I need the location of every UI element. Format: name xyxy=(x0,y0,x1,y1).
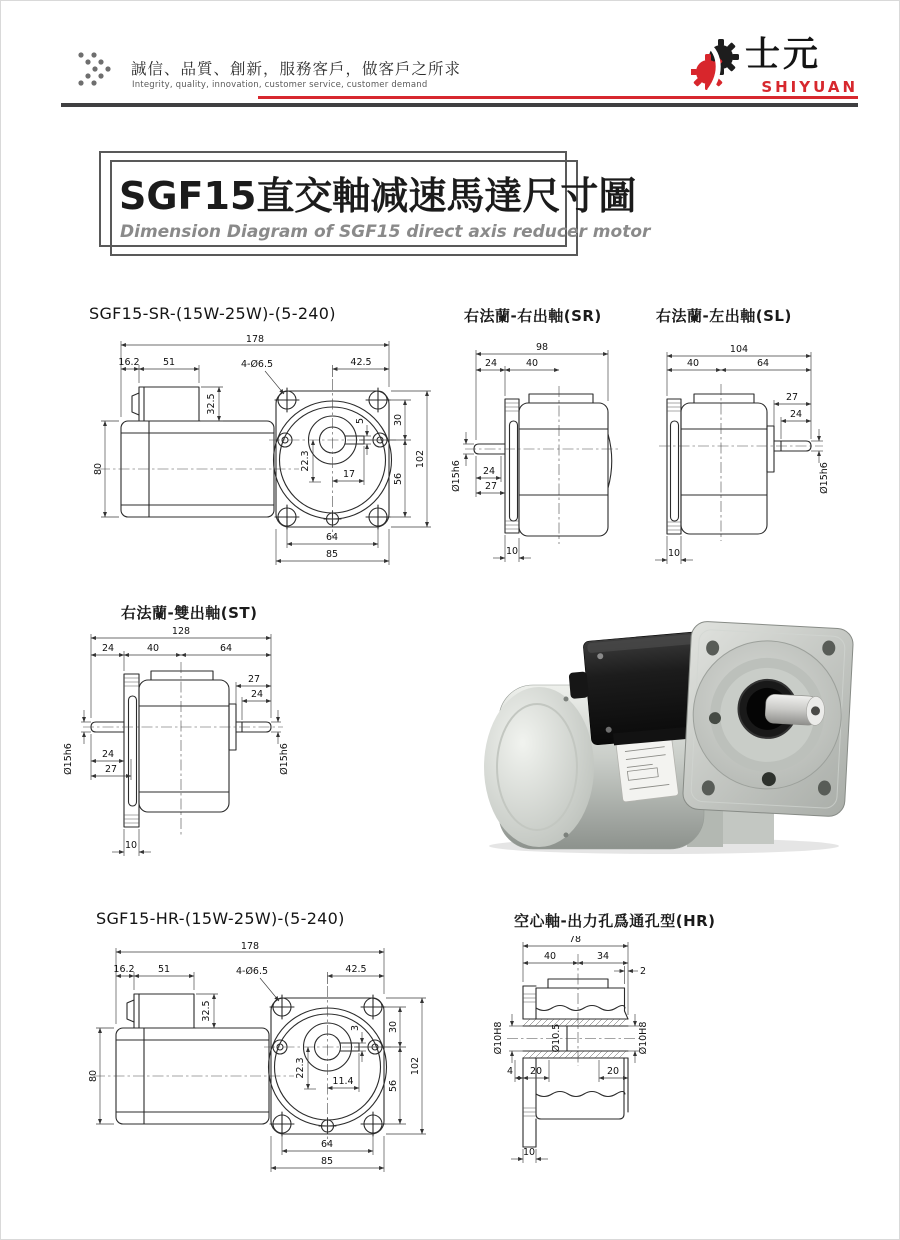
dim-b-label: 34 xyxy=(596,951,610,962)
gearbox-flange xyxy=(682,621,854,817)
dim-body-label: 80 xyxy=(93,462,104,476)
dim-total-label: 128 xyxy=(171,626,191,637)
dimensions xyxy=(88,941,426,1172)
dim-total-label: 178 xyxy=(245,334,265,345)
drawing-label-st-side: 右法蘭-雙出軸(ST) xyxy=(121,604,258,622)
dim-top-label: 30 xyxy=(388,1020,399,1034)
dim-total-label: 98 xyxy=(535,342,549,353)
dim-c-label: 24 xyxy=(482,466,496,477)
header-slogan-zh: 誠信、品質、創新，服務客戶，做客戶之所求 xyxy=(131,60,462,78)
dim-bore-m-label: Ø10.5 xyxy=(551,1023,562,1053)
dim-box-offset-label: 16.2 xyxy=(118,357,140,368)
gearbox-side-view xyxy=(659,384,823,541)
motor-side-view xyxy=(94,994,294,1124)
dim-height-label: 102 xyxy=(410,1056,421,1076)
dim-holes-label: 4-Ø6.5 xyxy=(240,359,274,370)
dim-e-label: 20 xyxy=(529,1066,543,1077)
dim-box-len-label: 51 xyxy=(162,357,176,368)
drawing-label-hr-section: 空心軸-出力孔爲通孔型(HR) xyxy=(514,912,716,930)
dim-key-w-label: 5 xyxy=(355,417,366,425)
dim-c-label: 64 xyxy=(219,643,233,654)
chevron-dots-icon xyxy=(77,51,123,91)
output-shaft xyxy=(765,694,825,726)
dimensions xyxy=(493,936,649,1163)
dim-body-label: 80 xyxy=(88,1069,99,1083)
dim-bore-r-label: Ø10H8 xyxy=(638,1021,649,1055)
dim-width-label: 85 xyxy=(325,549,339,560)
nameplate xyxy=(616,736,679,802)
drawing-label-sr-main: SGF15-SR-(15W-25W)-(5-240) xyxy=(89,304,336,323)
dim-f-label: 24 xyxy=(101,749,115,760)
dim-g-label: 27 xyxy=(104,764,118,775)
hr-main-drawing xyxy=(76,936,436,1198)
sr-main-drawing xyxy=(81,329,441,591)
dim-bore-l-label: Ø10H8 xyxy=(493,1021,504,1055)
dim-e-label: 24 xyxy=(250,689,264,700)
dimensions xyxy=(63,626,290,856)
dim-half-label: 42.5 xyxy=(345,964,367,975)
st-side-drawing xyxy=(61,624,366,879)
gear-logo-icon xyxy=(691,37,741,93)
dim-d-label: 27 xyxy=(247,674,261,685)
dim-bolt-w-label: 64 xyxy=(325,532,339,543)
hr-section-drawing xyxy=(491,936,781,1191)
dim-height-label: 102 xyxy=(415,449,426,469)
logo-subtext: SHIYUAN xyxy=(761,78,858,96)
dim-a-label: 40 xyxy=(543,951,557,962)
dimensions xyxy=(93,334,431,565)
dim-total-label: 178 xyxy=(240,941,260,952)
dim-box-len-label: 51 xyxy=(157,964,171,975)
dim-key-w-label: 3 xyxy=(350,1024,361,1032)
flange-front-view xyxy=(269,379,396,537)
drawing-label-sr-side: 右法蘭-右出軸(SR) xyxy=(464,307,602,325)
flange-front-view xyxy=(264,986,391,1144)
dim-box-h-label: 32.5 xyxy=(206,393,217,415)
gearbox-side-view xyxy=(465,386,621,544)
dim-plate-label: 10 xyxy=(505,546,519,557)
dim-off-label: 22.3 xyxy=(300,450,311,472)
dim-d-label: 24 xyxy=(789,409,803,420)
dim-shaft-label: Ø15h6 xyxy=(451,460,462,492)
dim-off-label: 22.3 xyxy=(295,1057,306,1079)
gearbox-section-view xyxy=(507,954,643,1147)
dim-top-label: 30 xyxy=(393,413,404,427)
product-photo xyxy=(469,599,854,854)
dim-f-label: 20 xyxy=(606,1066,620,1077)
dim-d-label: 27 xyxy=(484,481,498,492)
header-divider-red xyxy=(258,96,858,99)
dim-plate-label: 10 xyxy=(667,548,681,559)
dim-a-label: 24 xyxy=(101,643,115,654)
dim-key-l-label: 17 xyxy=(342,469,356,480)
dim-total-label: 78 xyxy=(568,936,582,945)
dim-plate-label: 10 xyxy=(124,840,138,851)
motor-side-view xyxy=(99,387,299,517)
drawing-label-hr-main: SGF15-HR-(15W-25W)-(5-240) xyxy=(96,909,345,928)
dim-b-label: 64 xyxy=(756,358,770,369)
sr-side-drawing xyxy=(451,326,651,586)
dim-key-l-label: 11.4 xyxy=(332,1076,354,1087)
dim-a-label: 40 xyxy=(686,358,700,369)
dim-b-label: 40 xyxy=(146,643,160,654)
dim-b-label: 40 xyxy=(525,358,539,369)
logo-text: 士元 xyxy=(745,35,822,75)
dim-c-label: 27 xyxy=(785,392,799,403)
header-slogan-en: Integrity, quality, innovation, customer service, customer demand xyxy=(132,80,428,90)
dim-c-label: 2 xyxy=(639,966,647,977)
dim-box-h-label: 32.5 xyxy=(201,1000,212,1022)
page-title: SGF15直交軸减速馬達尺寸圖 xyxy=(119,174,637,218)
dim-shaft-r-label: Ø15h6 xyxy=(279,743,290,775)
dim-a-label: 24 xyxy=(484,358,498,369)
dim-shaft-l-label: Ø15h6 xyxy=(63,743,74,775)
dim-total-label: 104 xyxy=(729,344,749,355)
dim-bottom-label: 56 xyxy=(393,472,404,486)
dim-shaft-label: Ø15h6 xyxy=(819,462,830,494)
dim-d-label: 4 xyxy=(506,1066,514,1077)
dim-box-offset-label: 16.2 xyxy=(113,964,135,975)
dim-width-label: 85 xyxy=(320,1156,334,1167)
drawing-label-sl-side: 右法蘭-左出軸(SL) xyxy=(656,307,792,325)
dim-plate-label: 10 xyxy=(522,1147,536,1158)
sl-side-drawing xyxy=(651,326,871,591)
dim-holes-label: 4-Ø6.5 xyxy=(235,966,269,977)
dim-half-label: 42.5 xyxy=(350,357,372,368)
dim-bolt-w-label: 64 xyxy=(320,1139,334,1150)
page-subtitle: Dimension Diagram of SGF15 direct axis reducer motor xyxy=(120,222,651,242)
dim-bottom-label: 56 xyxy=(388,1079,399,1093)
header-divider-dark xyxy=(61,103,858,107)
